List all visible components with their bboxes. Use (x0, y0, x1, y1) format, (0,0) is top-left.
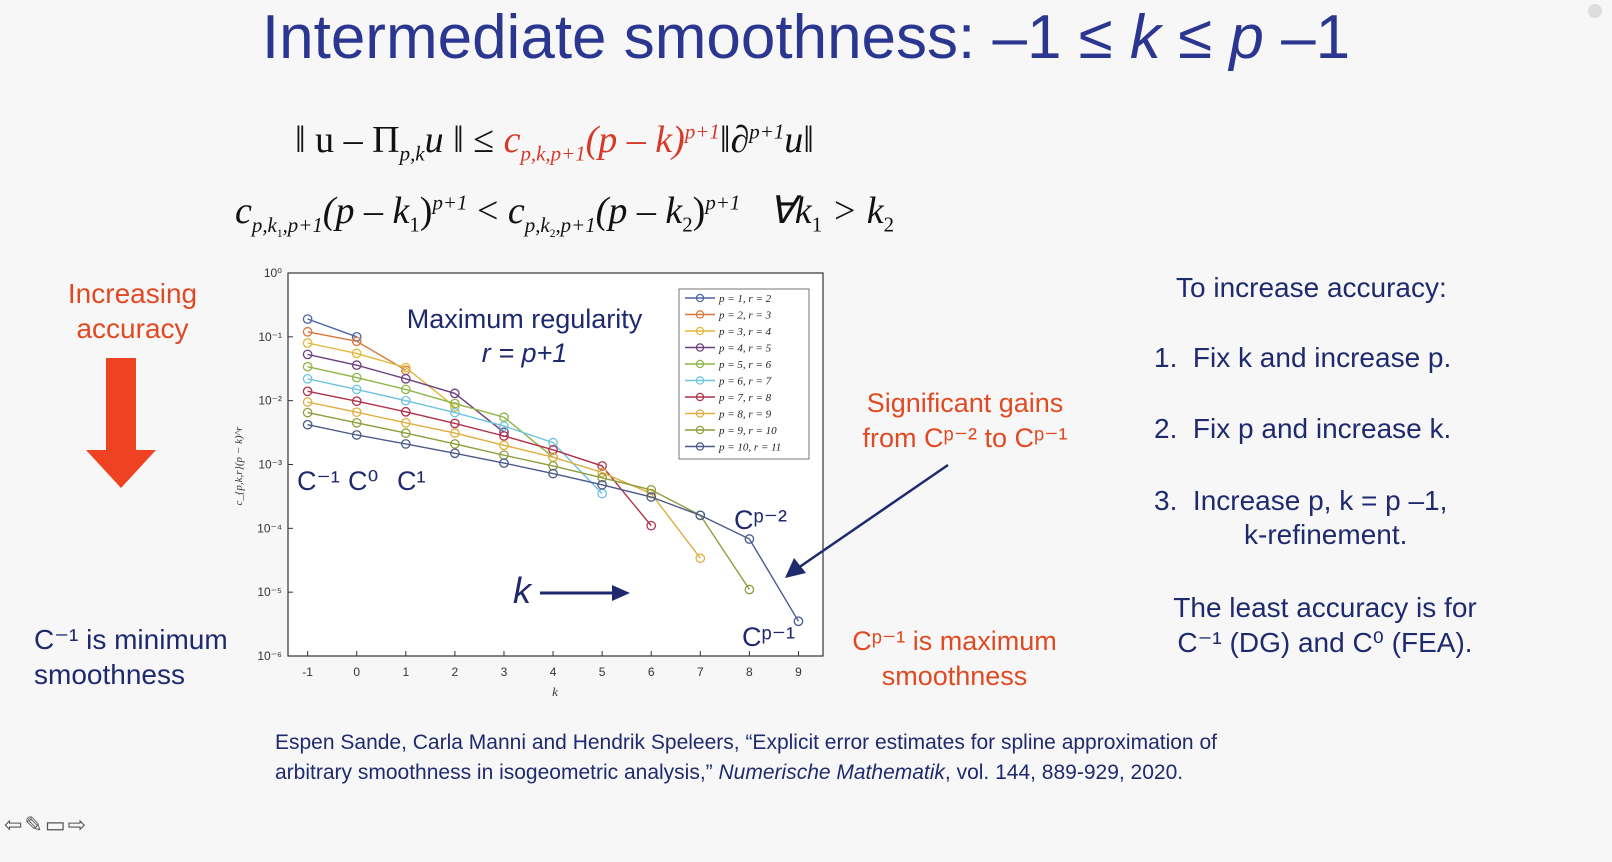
citation: Espen Sande, Carla Manni and Hendrik Speleers, “Explicit error estimates for spline approximation of arbitrary smoothness in isogeometric analysis,” Numerische Mathematik, vol. 144, 889-929, 2020. (275, 731, 1217, 784)
y-tick-label: 10⁻² (258, 393, 282, 408)
step-1: 1. Fix k and increase p. (1154, 342, 1452, 373)
x-tick-label: 7 (696, 665, 704, 679)
cp-minus2-label: Cᵖ⁻² (734, 505, 787, 535)
k-direction-label: k (513, 570, 531, 611)
legend-entry: p = 7, r = 8 (719, 392, 772, 404)
x-tick-label: 0 (353, 665, 361, 679)
increasing-accuracy-label: Increasing accuracy (67, 278, 198, 344)
x-tick-label: 9 (795, 665, 802, 679)
x-axis-label: k (552, 684, 558, 699)
y-tick-label: 10⁻¹ (258, 329, 282, 344)
significant-gains-annotation: Significant gains from Cᵖ⁻² to Cᵖ⁻¹ (862, 388, 1068, 453)
x-tick-label: 5 (598, 665, 606, 679)
y-tick-label: 10⁻⁶ (257, 649, 282, 663)
legend-entry: p = 9, r = 10 (719, 425, 777, 437)
x-tick-label: 1 (402, 665, 410, 679)
least-accuracy-note: The least accuracy is for C⁻¹ (DG) and C⁰ (FEA). (1173, 592, 1477, 658)
legend-entry: p = 8, r = 9 (719, 408, 772, 421)
x-tick-label: 3 (500, 665, 508, 679)
gains-arrow-icon (780, 460, 955, 582)
right-arrow-icon (540, 582, 632, 604)
legend-entry: p = 10, r = 11 (719, 441, 782, 454)
legend-entry: p = 5, r = 6 (719, 359, 772, 371)
constant-comparison-equation: $c_{p,k_1,p+1}(p - k_1)^{p+1} < c_{p,k_2,p+1}(p - k_2)^{p+1}$ $\forall k_1 > k_2$ (235, 190, 895, 240)
y-tick-label: 10⁻⁴ (257, 521, 282, 536)
slide-title: Intermediate smoothness: –1 ≤ k ≤ p –1 (261, 3, 1351, 72)
legend-entry: p = 3, r = 4 (719, 326, 772, 338)
c0-label: C⁰ (348, 466, 379, 496)
legend-entry: p = 4, r = 5 (719, 342, 772, 355)
c-minus1-label: C⁻¹ (297, 466, 340, 496)
corner-dot (1588, 4, 1602, 18)
x-tick-label: -1 (302, 665, 313, 679)
x-tick-label: 6 (647, 665, 655, 679)
legend-entry: p = 2, r = 3 (719, 309, 772, 322)
slide-navigation-icons[interactable]: ⇦✎▭⇨ (4, 812, 89, 837)
x-tick-label: 4 (549, 665, 557, 679)
x-tick-label: 2 (451, 665, 459, 679)
x-tick-label: 8 (746, 665, 753, 679)
down-arrow-icon (86, 358, 156, 490)
right-panel-heading: To increase accuracy: (1176, 272, 1447, 303)
maximum-regularity-annotation: Maximum regularity r = p+1 (406, 304, 643, 368)
minimum-smoothness-note: C⁻¹ is minimum smoothness (34, 624, 228, 690)
legend-entry: p = 6, r = 7 (719, 375, 772, 388)
step-3: 3. Increase p, k = p –1, k-refinement. (1154, 485, 1448, 550)
y-tick-label: 10⁻⁵ (257, 585, 282, 600)
y-axis-label: c_{p,k,r}(p − k)^r (233, 426, 245, 506)
step-2: 2. Fix p and increase k. (1154, 413, 1452, 444)
c1-label: C¹ (397, 466, 426, 496)
y-tick-label: 10⁰ (263, 268, 282, 280)
maximum-smoothness-note: Cᵖ⁻¹ is maximum smoothness (852, 626, 1057, 691)
legend-entry: p = 1, r = 2 (719, 293, 772, 305)
y-tick-label: 10⁻³ (258, 457, 282, 472)
cp-minus1-label: Cᵖ⁻¹ (742, 622, 795, 652)
error-estimate-equation: ‖ u – $\Pi_{p,k}u$ ‖ ≤ $c_{p,k,p+1}(p$ – k)$^{p+1}$‖∂$^{p+1}$u‖ (295, 119, 814, 166)
legend (679, 289, 809, 459)
